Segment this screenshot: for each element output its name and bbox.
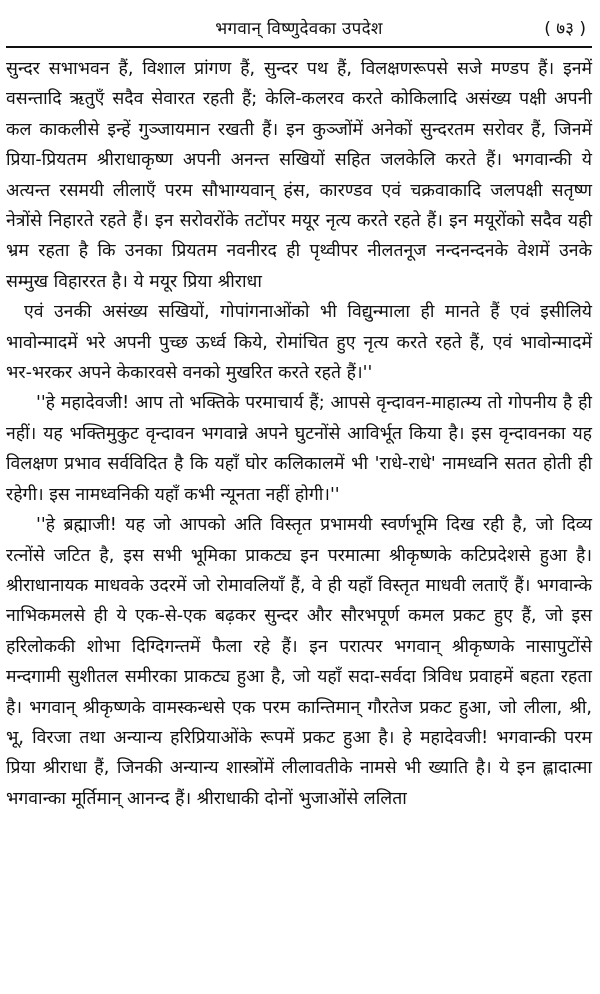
running-header <box>6 14 592 46</box>
paragraph-1: सुन्दर सभाभवन हैं, विशाल प्रांगण हैं, सुन्दर पथ हैं, विलक्षणरूपसे सजे मण्डप हैं। इनमें वसन्तादि ऋतुएँ सदैव सेवारत रहती हैं; केलि-कलरव करते कोकिलादि असंख्य पक्षी अपनी कल काकलीसे इन्हें गुञ्जायमान रखती हैं। इन कुञ्जोंमें अनेकों सुन्दरतम सरोवर हैं, जिनमें प्रिया-प्रियतम श्रीराधाकृष्ण अपनी अनन्त सखियों सहित जलकेलि करते हैं। भगवान्की ये अत्यन्त रसमयी लीलाएँ परम सौभाग्यवान् हंस, कारण्डव एवं चक्रवाकादि जलपक्षी सतृष्ण नेत्रोंसे निहारते रहते हैं। इन सरोवरोंके तटोंपर मयूर नृत्य करते रहते हैं। इन मयूरोंको सदैव यही भ्रम रहता है कि उनका प्रियतम नवनीरद ही पृथ्वीपर नीलतनूज नन्दनन्दनके वेशमें उनके सम्मुख विहाररत है। ये मयूर प्रिया श्रीराधा <box>6 59 592 292</box>
header-title: भगवान् विष्णुदेवका उपदेश <box>215 19 383 39</box>
paragraph-3: ''हे महादेवजी! आप तो भक्तिके परमाचार्य हैं; आपसे वृन्दावन-माहात्म्य तो गोपनीय है ही नहीं। यह भक्तिमुकुट वृन्दावन भगवान्ने अपने घुटनोंसे आविर्भूत किया है। इस वृन्दावनका यह विलक्षण प्रभाव सर्वविदित है कि यहाँ घोर कलिकालमें भी 'राधे-राधे' नामध्वनि सतत होती ही रहेगी। इस नामध्वनिकी यहाँ कभी न्यूनता नहीं होगी।'' <box>6 393 592 505</box>
paragraph-2: एवं उनकी असंख्य सखियों, गोपांगनाओंको भी विद्युन्माला ही मानते हैं एवं इसीलिये भावोन्मादमें भरे अपनी पुच्छ ऊर्ध्व किये, रोमांचित हुए नृत्य करते रहते हैं, एवं भावोन्मादमें भर-भरकर अपने केकारवसे वनको मुखरित करते रहते हैं।'' <box>6 302 592 384</box>
body-text <box>6 54 592 814</box>
header-rule <box>6 46 592 48</box>
page-number: ( ७३ ) <box>544 19 586 39</box>
paragraph-4: ''हे ब्रह्माजी! यह जो आपको अति विस्तृत प्रभामयी स्वर्णभूमि दिख रही है, जो दिव्य रत्नोंसे जटित है, इस सभी भूमिका प्राकट्य इन परमात्मा श्रीकृष्णके कटिप्रदेशसे हुआ है। श्रीराधानायक माधवके उदरमें जो रोमावलियाँ हैं, वे ही यहाँ विस्तृत माधवी लताएँ हैं। भगवान्के नाभिकमलसे ही ये एक-से-एक बढ़कर सुन्दर और सौरभपूर्ण कमल प्रकट हुए हैं, जो इस हरिलोककी शोभा दिग्दिगन्तमें फैला रहे हैं। इन परात्पर भगवान् श्रीकृष्णके नासापुटोंसे मन्दगामी सुशीतल समीरका प्राकट्य हुआ है, जो यहाँ सदा-सर्वदा त्रिविध प्रवाहमें बहता रहता है। भगवान् श्रीकृष्णके वामस्कन्धसे एक परम कान्तिमान् गौरतेज प्रकट हुआ, जो लीला, श्री, भू, विरजा तथा अन्यान्य हरिप्रियाओंके रूपमें प्रकट हुआ है। हे महादेवजी! भगवान्की परम प्रिया श्रीराधा हैं, जिनकी अन्यान्य शास्त्रोंमें लीलावतीके नामसे भी ख्याति है। ये इन ह्लादात्मा भगवान्का मूर्तिमान् आनन्द हैं। श्रीराधाकी दोनों भुजाओंसे ललिता <box>6 515 592 809</box>
